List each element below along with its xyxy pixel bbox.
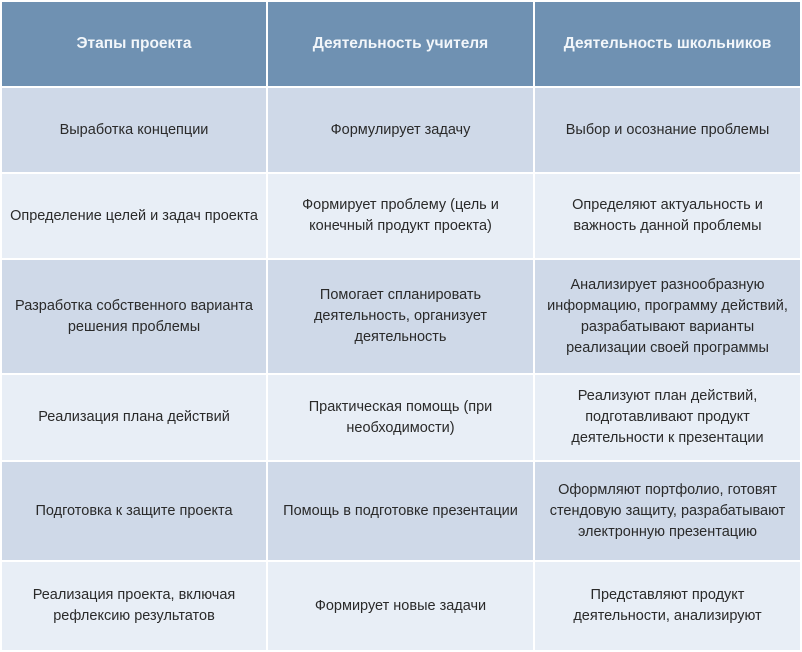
cell-stage: Реализация плана действий — [1, 374, 267, 461]
cell-students: Представляют продукт деятельности, анализируют — [534, 561, 801, 651]
cell-stage: Разработка собственного варианта решения проблемы — [1, 259, 267, 374]
cell-teacher: Формирует проблему (цель и конечный продукт проекта) — [267, 173, 534, 259]
table-row — [1, 374, 801, 461]
cell-stage: Выработка концепции — [1, 87, 267, 173]
cell-stage: Определение целей и задач проекта — [1, 173, 267, 259]
header-project-stages: Этапы проекта — [1, 1, 267, 87]
table-row — [1, 173, 801, 259]
header-student-activity: Деятельность школьников — [534, 1, 801, 87]
table-header — [1, 1, 801, 87]
cell-teacher: Формирует новые задачи — [267, 561, 534, 651]
cell-students: Оформляют портфолио, готовят стендовую защиту, разрабатывают электронную презентацию — [534, 461, 801, 561]
cell-teacher: Формулирует задачу — [267, 87, 534, 173]
header-row — [1, 1, 801, 87]
cell-stage: Подготовка к защите проекта — [1, 461, 267, 561]
header-teacher-activity: Деятельность учителя — [267, 1, 534, 87]
table-body — [1, 87, 801, 651]
cell-teacher: Помощь в подготовке презентации — [267, 461, 534, 561]
table-row — [1, 87, 801, 173]
cell-teacher: Помогает спланировать деятельность, организует деятельность — [267, 259, 534, 374]
cell-stage: Реализация проекта, включая рефлексию результатов — [1, 561, 267, 651]
table-row — [1, 461, 801, 561]
cell-students: Определяют актуальность и важность данной проблемы — [534, 173, 801, 259]
table-row — [1, 561, 801, 651]
cell-students: Анализирует разнообразную информацию, программу действий, разрабатывают варианты реализации своей программы — [534, 259, 801, 374]
cell-students: Выбор и осознание проблемы — [534, 87, 801, 173]
cell-students: Реализуют план действий, подготавливают продукт деятельности к презентации — [534, 374, 801, 461]
table-row — [1, 259, 801, 374]
cell-teacher: Практическая помощь (при необходимости) — [267, 374, 534, 461]
